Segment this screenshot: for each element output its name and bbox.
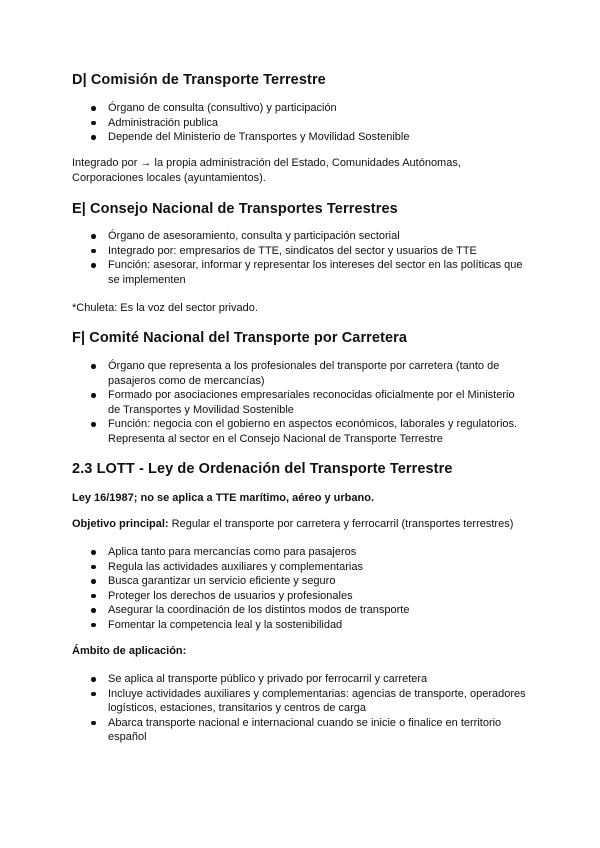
heading-lott: 2.3 LOTT - Ley de Ordenación del Transporte Terrestre (72, 461, 453, 477)
list-item: Órgano de asesoramiento, consulta y participación sectorial (72, 229, 528, 244)
list-item: Asegurar la coordinación de los distintos modos de transporte (72, 603, 528, 618)
list-item: Depende del Ministerio de Transportes y Movilidad Sostenible (72, 130, 528, 145)
list-item: Incluye actividades auxiliares y complementarias: agencias de transporte, operadores logísticos, estaciones, transitarios y centros de carga (72, 687, 528, 716)
heading-comision: D| Comisión de Transporte Terrestre (72, 72, 326, 88)
objective-text: Regular el transporte por carretera y ferrocarril (transportes terrestres) (168, 518, 514, 530)
heading-consejo: E| Consejo Nacional de Transportes Terrestres (72, 201, 398, 217)
list-item: Integrado por: empresarios de TTE, sindicatos del sector y usuarios de TTE (72, 244, 528, 259)
list-item: Fomentar la competencia leal y la sostenibilidad (72, 618, 528, 633)
list-item: Administración publica (72, 116, 528, 131)
heading-comite: F| Comité Nacional del Transporte por Carretera (72, 330, 408, 346)
list-item: Busca garantizar un servicio eficiente y seguro (72, 574, 528, 589)
list-item: Regula las actividades auxiliares y complementarias (72, 560, 528, 575)
law-reference: Ley 16/1987; no se aplica a TTE marítimo, aéreo y urbano. (72, 492, 375, 504)
objective-label: Objetivo principal: (72, 518, 169, 530)
list-scope (72, 672, 528, 745)
list-item: Función: asesorar, informar y representar los intereses del sector en las políticas que se implementen (72, 258, 528, 287)
list-item: Aplica tanto para mercancías como para pasajeros (72, 545, 528, 560)
list-comision (72, 101, 528, 145)
scope-label: Ámbito de aplicación: (72, 645, 187, 657)
list-item: Función: negocia con el gobierno en aspectos económicos, laborales y regulatorios. Representa al sector en el Consejo Nacional de Transporte Terrestre (72, 417, 528, 446)
note-comision: Integrado por → la propia administración del Estado, Comunidades Autónomas, Corporaciones locales (ayuntamientos). (72, 157, 461, 184)
list-item: Formado por asociaciones empresariales reconocidas oficialmente por el Ministerio de Transportes y Movilidad Sostenible (72, 388, 528, 417)
list-item: Órgano que representa a los profesionales del transporte por carretera (tanto de pasajeros como de mercancías) (72, 359, 528, 388)
note-consejo: *Chuleta: Es la voz del sector privado. (72, 302, 258, 314)
list-comite (72, 359, 528, 447)
objective (72, 517, 528, 532)
list-consejo (72, 229, 528, 287)
list-objective (72, 545, 528, 633)
list-item: Abarca transporte nacional e internacional cuando se inicie o finalice en territorio español (72, 716, 528, 745)
list-item: Se aplica al transporte público y privado por ferrocarril y carretera (72, 672, 528, 687)
list-item: Proteger los derechos de usuarios y profesionales (72, 589, 528, 604)
list-item: Órgano de consulta (consultivo) y participación (72, 101, 528, 116)
